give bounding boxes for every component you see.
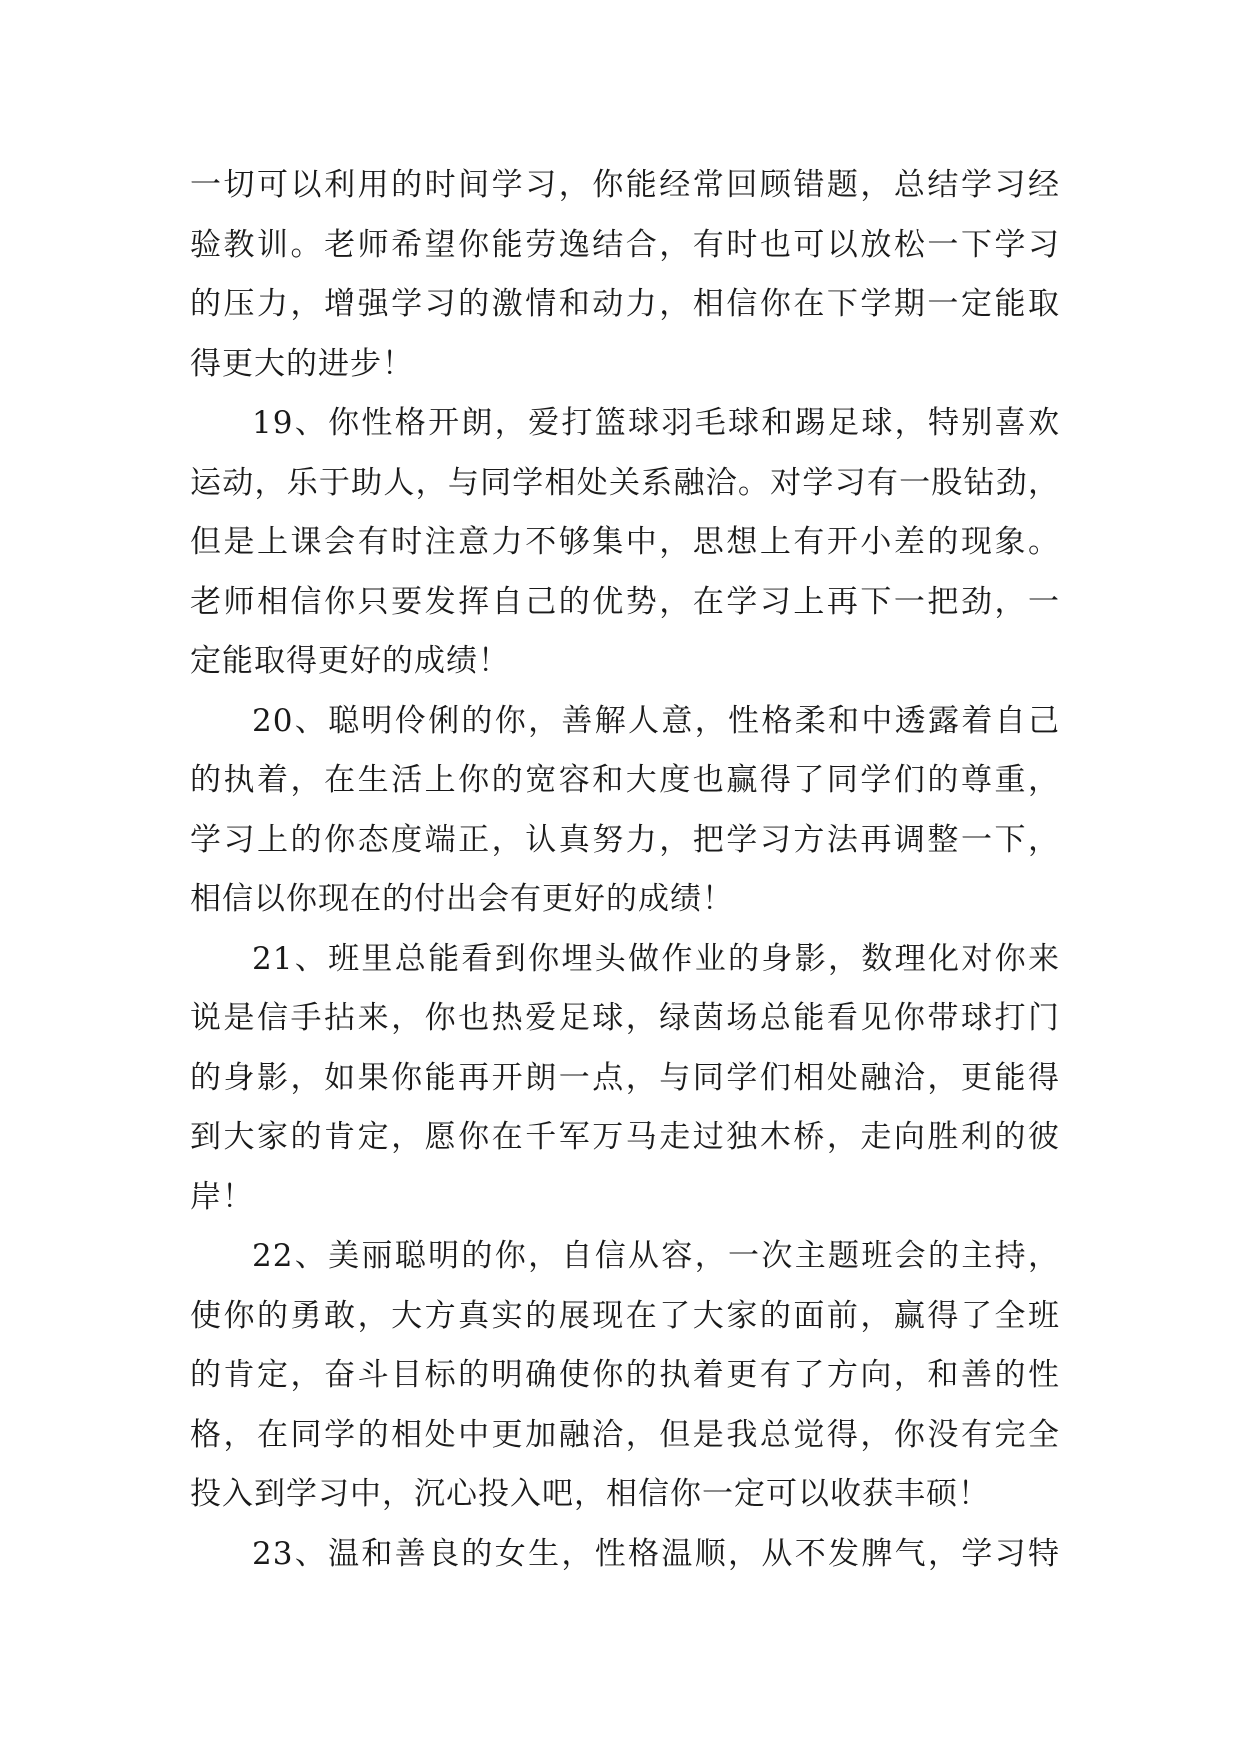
text-line: 的身影，如果你能再开朗一点，与同学们相处融洽，更能得 (190, 1059, 1060, 1096)
text-line: 老师相信你只要发挥自己的优势，在学习上再下一把劲，一 (190, 583, 1060, 620)
paragraph-first-line: 20、聪明伶俐的你，善解人意，性格柔和中透露着自己 (252, 702, 1060, 739)
text-line: 投入到学习中，沉心投入吧，相信你一定可以收获丰硕！ (190, 1476, 990, 1512)
text-line: 相信以你现在的付出会有更好的成绩！ (190, 881, 734, 917)
paragraph-first-line: 19、你性格开朗，爱打篮球羽毛球和踢足球，特别喜欢 (252, 405, 1060, 441)
text-line: 的压力，增强学习的激情和动力，相信你在下学期一定能取 (190, 286, 1060, 322)
paragraph-first-line: 23、温和善良的女生，性格温顺，从不发脾气，学习特 (252, 1535, 1060, 1572)
text-line: 的肯定，奋斗目标的明确使你的执着更有了方向，和善的性 (190, 1357, 1060, 1393)
paragraph-first-line: 21、班里总能看到你埋头做作业的身影，数理化对你来 (252, 940, 1060, 977)
text-line: 运动，乐于助人，与同学相处关系融洽。对学习有一股钻劲， (190, 464, 1060, 501)
text-line: 一切可以利用的时间学习，你能经常回顾错题，总结学习经 (190, 167, 1060, 203)
text-line: 说是信手拈来，你也热爱足球，绿茵场总能看见你带球打门 (190, 1000, 1060, 1036)
paragraph-first-line: 22、美丽聪明的你，自信从容，一次主题班会的主持， (252, 1238, 1060, 1274)
text-line: 的执着，在生活上你的宽容和大度也赢得了同学们的尊重， (190, 762, 1060, 798)
text-line: 格，在同学的相处中更加融洽，但是我总觉得，你没有完全 (190, 1416, 1060, 1453)
text-line: 得更大的进步！ (190, 345, 414, 382)
text-line: 定能取得更好的成绩！ (190, 643, 510, 679)
text-line: 但是上课会有时注意力不够集中，思想上有开小差的现象。 (190, 524, 1060, 560)
text-line: 验教训。老师希望你能劳逸结合，有时也可以放松一下学习 (190, 226, 1060, 263)
text-line: 岸！ (190, 1178, 254, 1215)
text-line: 使你的勇敢，大方真实的展现在了大家的面前，赢得了全班 (190, 1297, 1060, 1334)
text-line: 学习上的你态度端正，认真努力，把学习方法再调整一下， (190, 821, 1060, 858)
text-line: 到大家的肯定，愿你在千军万马走过独木桥，走向胜利的彼 (190, 1119, 1060, 1155)
document-body (190, 156, 1060, 1584)
